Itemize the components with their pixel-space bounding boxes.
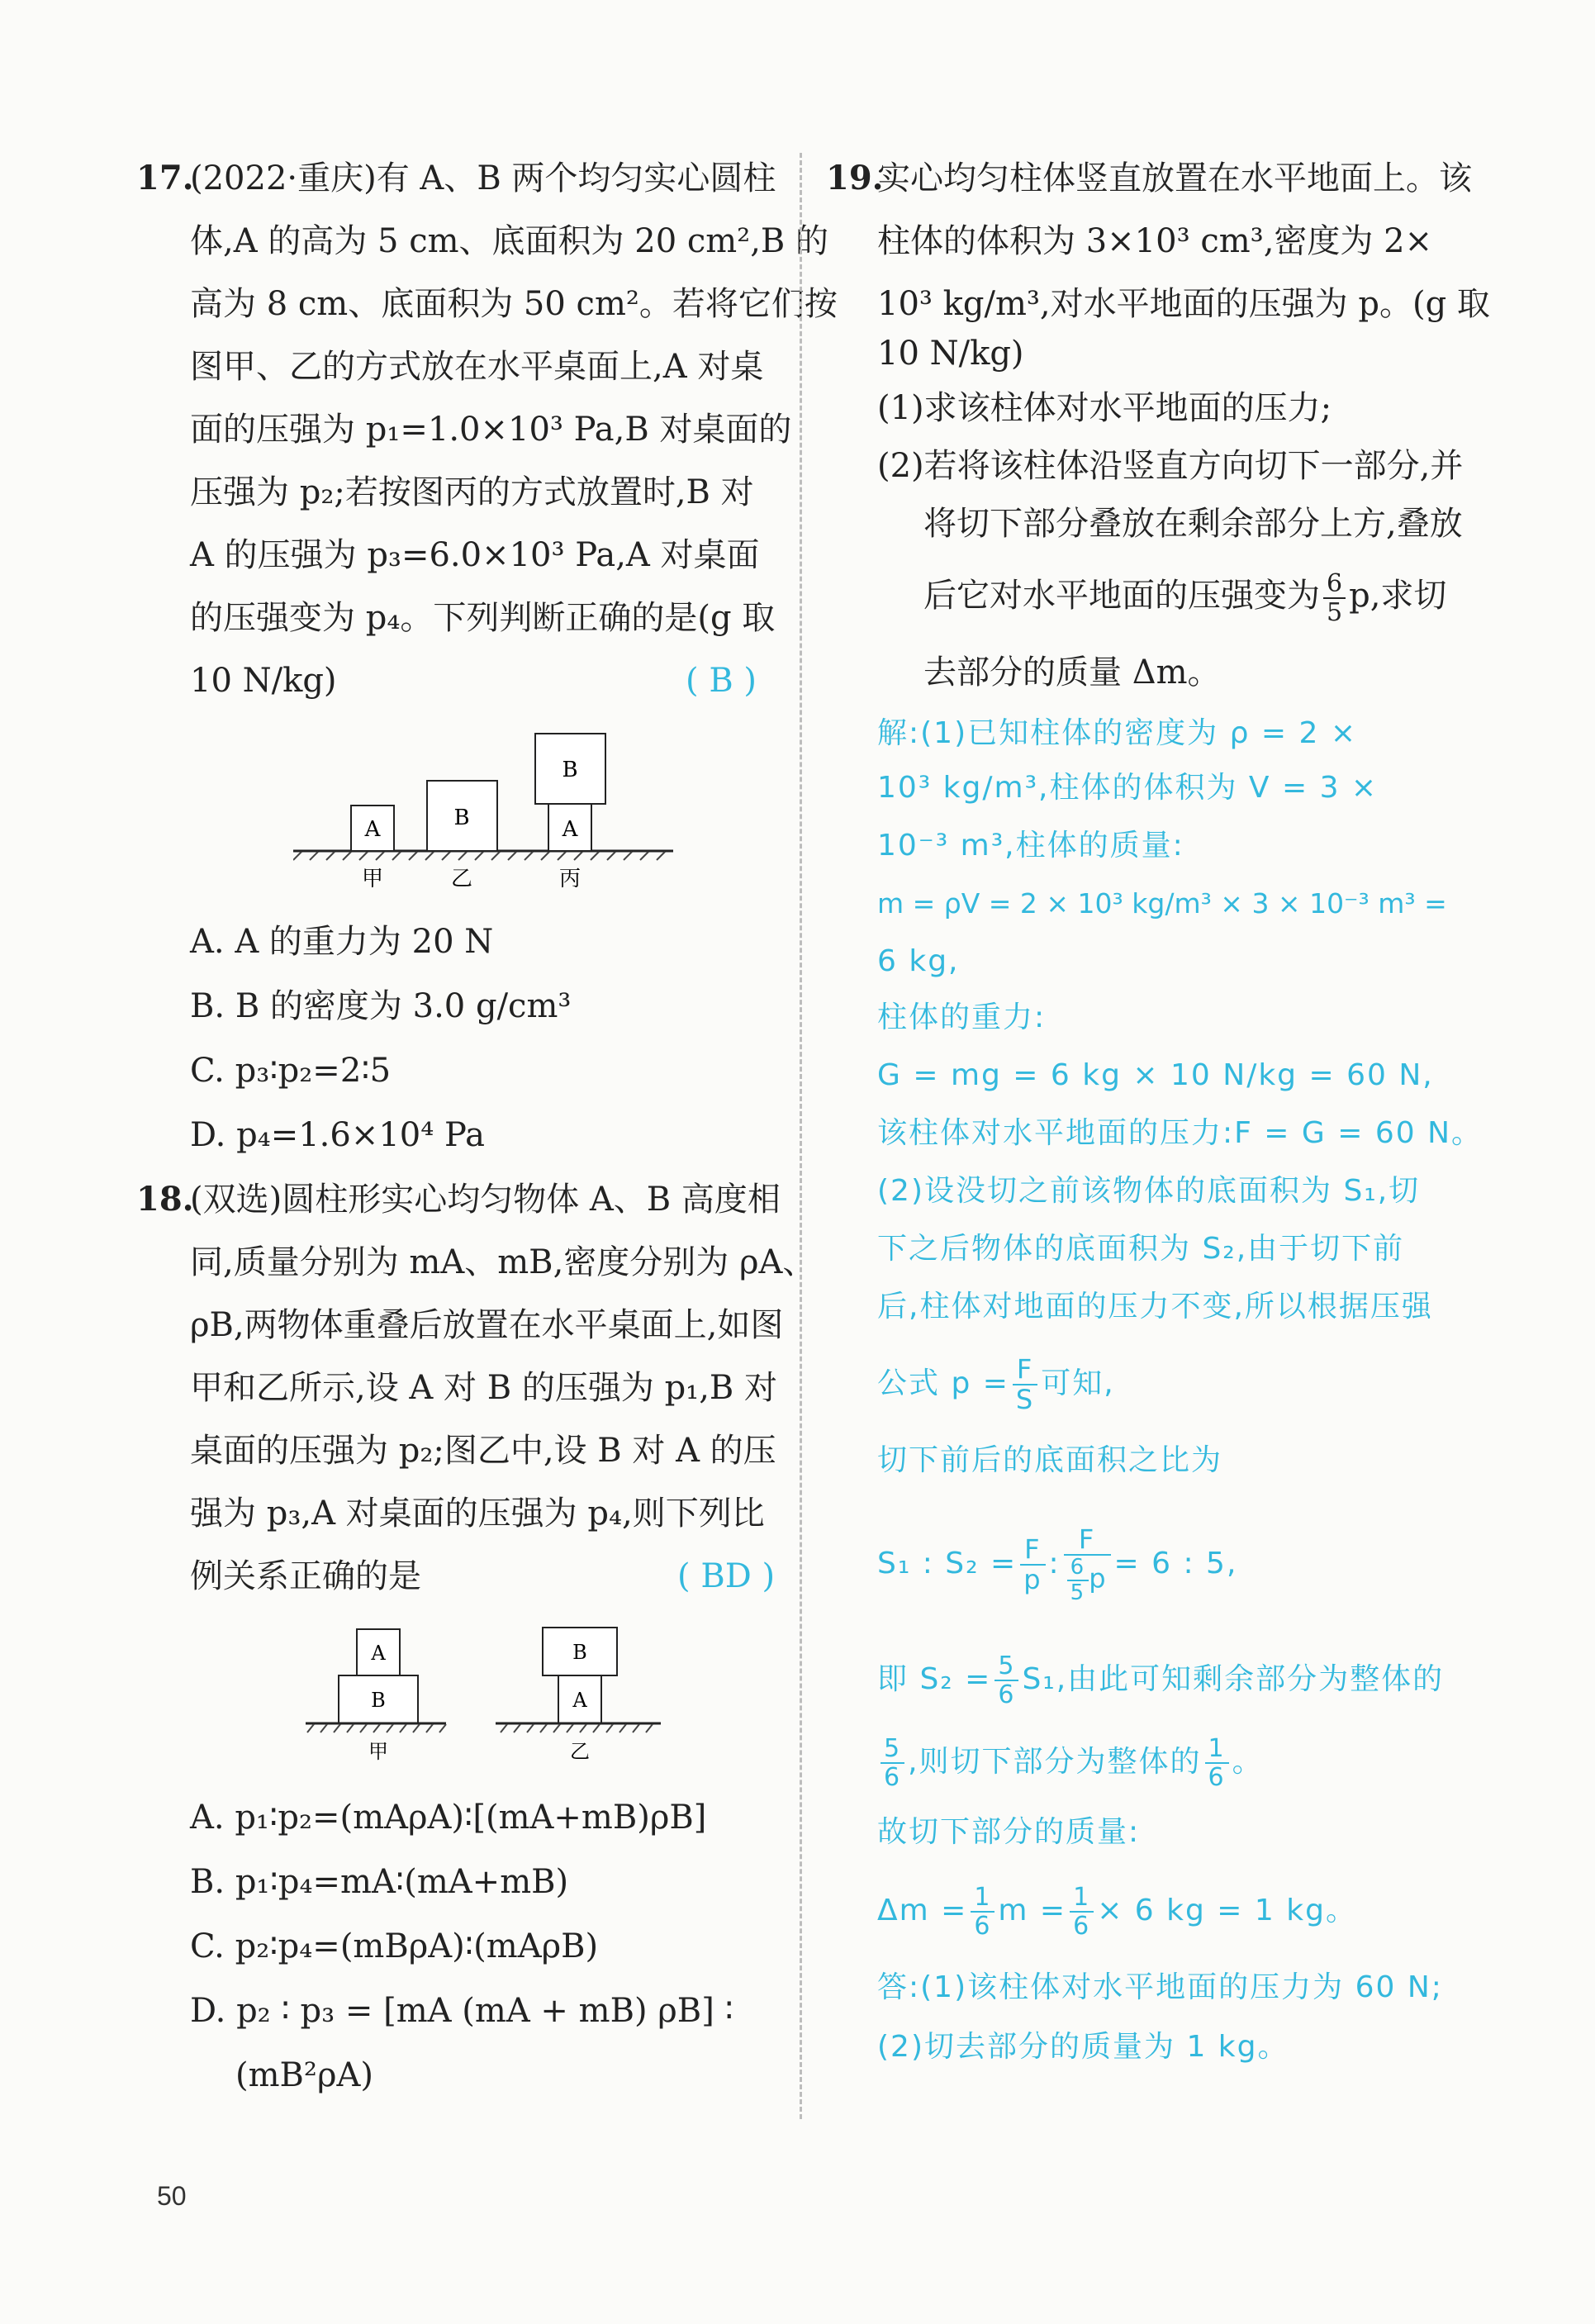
sol-line-19: 答:(1)该柱体对水平地面的压力为 60 N; <box>877 1970 1443 2004</box>
fraction-1-6-c: $\frac{1}{6}$ <box>1070 1884 1094 1940</box>
sol-line-5: 6 kg, <box>877 944 960 978</box>
fraction-1-6: $\frac{1}{6}$ <box>1205 1735 1229 1791</box>
svg-text:甲: 甲 <box>368 1740 388 1763</box>
q19-line-2: 柱体的体积为 3×10³ cm³,密度为 2× <box>877 222 1433 260</box>
q17-line-4: 图甲、乙的方式放在水平桌面上,A 对桌 <box>190 348 764 386</box>
fraction-6-5: $\frac{6}{5}$ <box>1323 570 1346 626</box>
sol-line-6: 柱体的重力: <box>877 1000 1047 1034</box>
sol-line-7: G = mg = 6 kg × 10 N/kg = 60 N, <box>877 1058 1434 1092</box>
q17-line-3: 高为 8 cm、底面积为 50 cm²。若将它们按 <box>190 285 838 323</box>
q19-part-2: (2)若将该柱体沿竖直方向切下一部分,并 <box>877 447 1464 485</box>
svg-text:乙: 乙 <box>570 1740 590 1763</box>
q18-line-1: (双选)圆柱形实心均匀物体 A、B 高度相 <box>190 1181 781 1219</box>
q19-part-2-line3: 后它对水平地面的压强变为 $\frac{6}{5}$ p,求切 <box>923 569 1447 627</box>
fraction-5-6: $\frac{5}{6}$ <box>995 1652 1018 1709</box>
q18-number: 18. <box>136 1180 194 1219</box>
q19-line-1: 实心均匀柱体竖直放置在水平地面上。该 <box>877 159 1472 197</box>
sol-line-17: 故切下部分的质量: <box>877 1815 1141 1849</box>
q19-part-2-line4: 去部分的质量 Δm。 <box>923 653 1221 691</box>
sol-line-4: m = ρV = 2 × 10³ kg/m³ × 3 × 10⁻³ m³ = <box>877 887 1447 920</box>
q18-line-2: 同,质量分别为 mA、mB,密度分别为 ρA、 <box>190 1243 816 1281</box>
q17-answer: ( B ) <box>686 662 757 700</box>
svg-text:A: A <box>364 817 381 842</box>
svg-text:B: B <box>572 1641 587 1664</box>
q18-line-4: 甲和乙所示,设 A 对 B 的压强为 p₁,B 对 <box>190 1369 778 1407</box>
fraction-f-p: $\frac{F}{p}$ <box>1020 1535 1045 1594</box>
svg-text:甲: 甲 <box>361 867 384 891</box>
sol-line-18: Δm = $\frac{1}{6}$ m = $\frac{1}{6}$ × 6 kg = 1 kg。 <box>877 1883 1357 1941</box>
fraction-f-s: $\frac{F}{S}$ <box>1013 1355 1037 1414</box>
svg-text:乙: 乙 <box>450 867 473 891</box>
q18-option-a: A. p₁∶p₂=(mAρA)∶[(mA+mB)ρB] <box>190 1799 707 1837</box>
sol-line-12: 公式 p = $\frac{F}{S}$ 可知, <box>877 1353 1115 1416</box>
sol-line-15: 即 S₂ = $\frac{5}{6}$ S₁,由此可知剩余部分为整体的 <box>877 1652 1445 1709</box>
fig17-yi <box>427 781 497 891</box>
sol-line-10: 下之后物体的底面积为 S₂,由于切下前 <box>877 1232 1405 1266</box>
sol-line-1: 解:(1)已知柱体的密度为 ρ = 2 × <box>877 716 1357 750</box>
q18-line-6: 强为 p₃,A 对桌面的压强为 p₄,则下列比 <box>190 1495 765 1533</box>
fig17-jia <box>351 806 394 891</box>
sol-line-8: 该柱体对水平地面的压力:F = G = 60 N。 <box>877 1116 1483 1150</box>
fraction-f-6-5p: F $\frac{6}{5}$ p <box>1064 1525 1111 1604</box>
q17-line-2: 体,A 的高为 5 cm、底面积为 20 cm²,B 的 <box>190 222 829 260</box>
fraction-1-6-b: $\frac{1}{6}$ <box>971 1884 995 1940</box>
q19-line-4: 10 N/kg) <box>877 335 1024 373</box>
svg-text:B: B <box>371 1689 386 1712</box>
q19-part-1: (1)求该柱体对水平地面的压力; <box>877 389 1332 427</box>
fig17-bing <box>535 734 605 891</box>
sol-line-9: (2)设没切之前该物体的底面积为 S₁,切 <box>877 1174 1421 1208</box>
fig18-jia <box>306 1629 446 1763</box>
fig18-yi <box>496 1628 661 1763</box>
svg-text:A: A <box>371 1642 386 1665</box>
q18-option-d: D. p₂ ∶ p₃ = [mA (mA + mB) ρB] ∶ <box>190 1992 733 2030</box>
q17-line-9: 10 N/kg) <box>190 662 337 700</box>
q18-option-d-cont: (mB²ρA) <box>235 2056 373 2094</box>
q18-line-5: 桌面的压强为 p₂;图乙中,设 B 对 A 的压 <box>190 1432 776 1470</box>
q18-answer: ( BD ) <box>677 1557 776 1595</box>
q19-line-3: 10³ kg/m³,对水平地面的压强为 p。(g 取 <box>877 285 1490 323</box>
q18-option-c: C. p₂∶p₄=(mBρA)∶(mAρB) <box>190 1927 599 1965</box>
sol-line-11: 后,柱体对地面的压力不变,所以根据压强 <box>877 1290 1433 1324</box>
q19-number: 19. <box>826 159 884 197</box>
q18-figure <box>306 1619 669 1771</box>
svg-text:B: B <box>562 758 578 782</box>
q18-line-7: 例关系正确的是 <box>190 1557 421 1595</box>
q17-option-c: C. p₃∶p₂=2∶5 <box>190 1052 392 1090</box>
q17-line-6: 压强为 p₂;若按图丙的方式放置时,B 对 <box>190 473 754 511</box>
q17-line-7: A 的压强为 p₃=6.0×10³ Pa,A 对桌面 <box>190 536 760 574</box>
q17-line-1: (2022·重庆)有 A、B 两个均匀实心圆柱 <box>190 159 776 197</box>
svg-text:丙: 丙 <box>558 867 582 891</box>
q17-number: 17. <box>136 159 194 197</box>
sol-line-16: $\frac{5}{6}$ ,则切下部分为整体的 $\frac{1}{6}$ 。 <box>877 1735 1264 1791</box>
q18-line-3: ρB,两物体重叠后放置在水平桌面上,如图 <box>190 1306 784 1344</box>
sol-line-3: 10⁻³ m³,柱体的质量: <box>877 829 1184 863</box>
sol-line-14: S₁ : S₂ = $\frac{F}{p}$ : F $\frac{6}{5}$ p = 6 : 5, <box>877 1523 1238 1605</box>
q18-option-b: B. p₁∶p₄=mA∶(mA+mB) <box>190 1863 569 1901</box>
sol-line-2: 10³ kg/m³,柱体的体积为 V = 3 × <box>877 771 1379 805</box>
svg-text:B: B <box>453 806 470 830</box>
q19-part-2-cont: 将切下部分叠放在剩余部分上方,叠放 <box>923 505 1463 543</box>
column-divider <box>800 153 802 2119</box>
page-number: 50 <box>157 2181 187 2211</box>
fraction-5-6-b: $\frac{5}{6}$ <box>881 1735 904 1791</box>
svg-text:A: A <box>562 817 578 842</box>
q17-option-b: B. B 的密度为 3.0 g/cm³ <box>190 987 572 1025</box>
q17-option-d: D. p₄=1.6×10⁴ Pa <box>190 1116 485 1154</box>
sol-line-13: 切下前后的底面积之比为 <box>877 1443 1223 1477</box>
q17-figure <box>293 727 673 896</box>
q17-line-5: 面的压强为 p₁=1.0×10³ Pa,B 对桌面的 <box>190 411 792 449</box>
svg-text:A: A <box>572 1689 587 1712</box>
q17-line-8: 的压强变为 p₄。下列判断正确的是(g 取 <box>190 599 776 637</box>
q17-option-a: A. A 的重力为 20 N <box>190 923 494 961</box>
sol-line-20: (2)切去部分的质量为 1 kg。 <box>877 2030 1289 2064</box>
